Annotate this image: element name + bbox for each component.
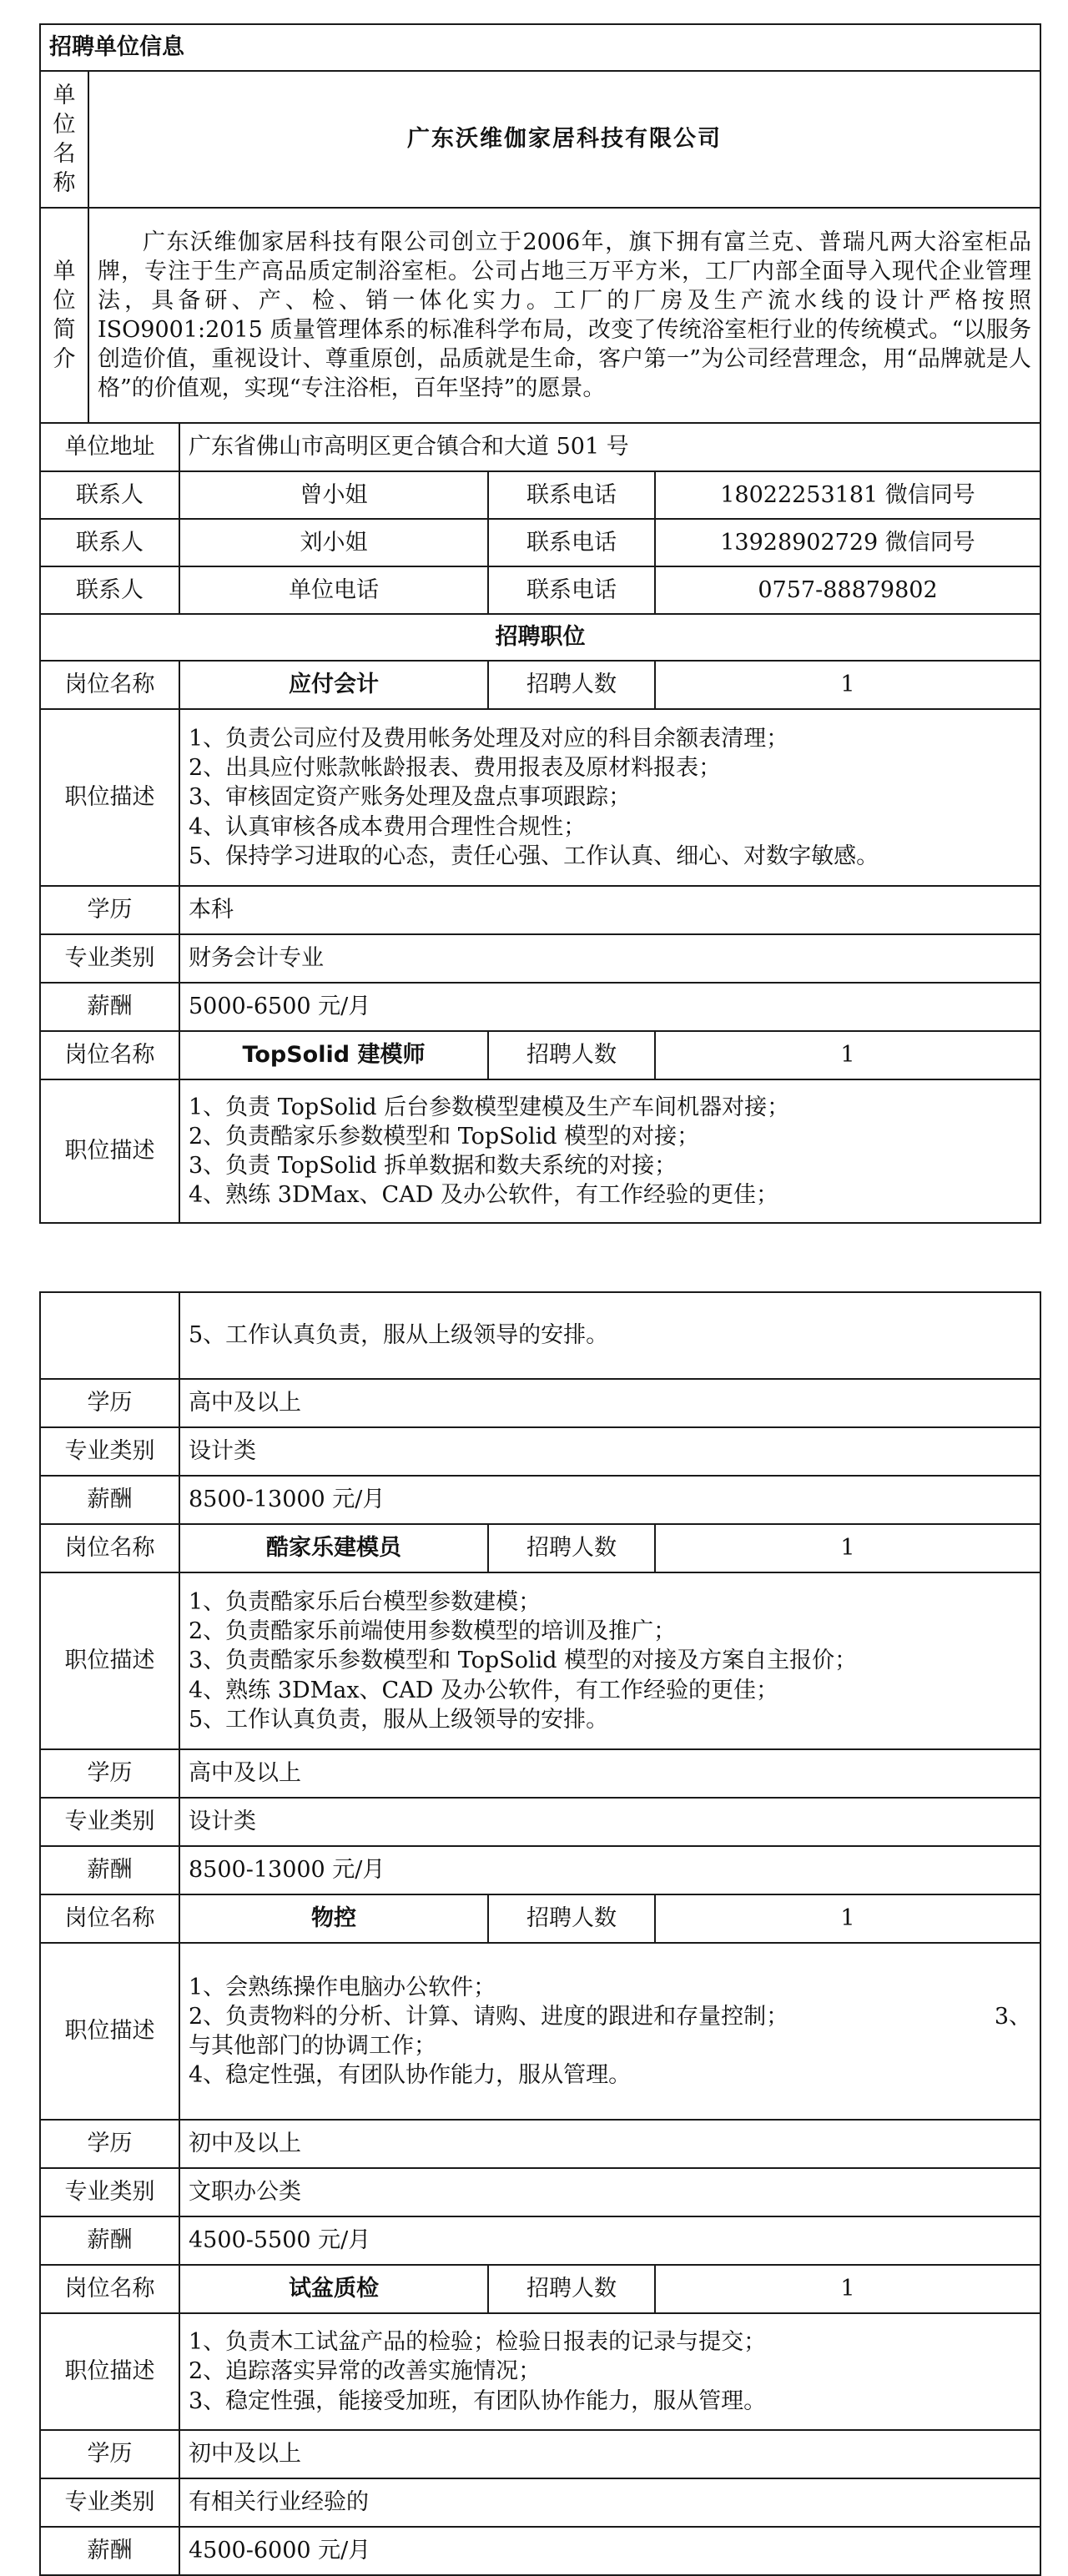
duties-list	[179, 1572, 1040, 1749]
major-value: 财务会计专业	[179, 934, 1040, 983]
position-title: TopSolid 建模师	[179, 1031, 488, 1079]
major-value: 有相关行业经验的	[179, 2478, 1040, 2527]
duties-list	[179, 2313, 1040, 2430]
recruitment-table-part2	[39, 1291, 1041, 2576]
duty-item: 2、出具应付账款帐龄报表、费用报表及原材料报表；	[189, 755, 722, 782]
salary-value: 4500-6000 元/月	[179, 2527, 1040, 2575]
education-label: 学历	[40, 1379, 179, 1427]
salary-label: 薪酬	[40, 2216, 179, 2265]
education-label: 学历	[40, 2430, 179, 2478]
company-name: 广东沃维伽家居科技有限公司	[88, 71, 1040, 208]
duty-item: 1、负责公司应付及费用帐务处理及对应的科目余额表清理；	[189, 726, 789, 752]
duty-item: 3、审核固定资产账务处理及盘点事项跟踪；	[189, 784, 632, 811]
salary-value: 8500-13000 元/月	[179, 1476, 1040, 1524]
contact-name: 曾小姐	[179, 471, 488, 519]
headcount-value: 1	[655, 1894, 1040, 1943]
major-label: 专业类别	[40, 1427, 179, 1476]
duties-list	[179, 1943, 1040, 2120]
contact-label: 联系人	[40, 519, 179, 566]
phone-value: 18022253181 微信同号	[655, 471, 1040, 519]
duty-item: 2、负责酷家乐前端使用参数模型的培训及推广；	[189, 1618, 677, 1645]
position-name-label: 岗位名称	[40, 661, 179, 709]
contact-row	[40, 566, 1040, 614]
position-header-row	[40, 1894, 1040, 1943]
education-label: 学历	[40, 886, 179, 934]
position-header-row	[40, 2265, 1040, 2313]
education-label: 学历	[40, 2120, 179, 2168]
education-value: 高中及以上	[179, 1379, 1040, 1427]
company-intro: 广东沃维伽家居科技有限公司创立于2006年，旗下拥有富兰克、普瑞凡两大浴室柜品牌，专注于生产高品质定制浴室柜。公司占地三万平方米，工厂内部全面导入现代企业管理法，具备研、产、检、销一体化实力。工厂的厂房及生产流水线的设计严格按照 ISO9001:2015 质量管理体系的标准科学布局，改变了传统浴室柜行业的传统模式。“以服务创造价值，重视设计、尊重原创，品质就是生命，客户第一”为公司经营理念，用“品牌就是人格”的价值观，实现“专注浴柜，百年坚持”的愿景。	[88, 208, 1040, 423]
contact-label: 联系人	[40, 566, 179, 614]
position-header-row	[40, 1524, 1040, 1572]
duty-item: 4、认真审核各成本费用合理性合规性；	[189, 813, 587, 840]
headcount-value: 1	[655, 661, 1040, 709]
duties-list	[179, 709, 1040, 886]
duty-item: 1、负责 TopSolid 后台参数模型建模及生产车间机器对接；	[189, 1094, 790, 1120]
headcount-value: 1	[655, 2265, 1040, 2313]
address-label: 单位地址	[40, 423, 179, 471]
duties-label: 职位描述	[40, 2313, 179, 2430]
positions-title: 招聘职位	[40, 614, 1040, 661]
company-intro-label: 单 位 简 介	[40, 208, 88, 423]
duty-item: 5、工作认真负责，服从上级领导的安排。	[189, 1706, 609, 1733]
salary-label: 薪酬	[40, 1476, 179, 1524]
education-value: 本科	[179, 886, 1040, 934]
major-value: 文职办公类	[179, 2168, 1040, 2216]
position-name-label: 岗位名称	[40, 1524, 179, 1572]
contact-name: 单位电话	[179, 566, 488, 614]
major-value: 设计类	[179, 1798, 1040, 1846]
major-label: 专业类别	[40, 2478, 179, 2527]
duties-list	[179, 1079, 1040, 1223]
position-name-label: 岗位名称	[40, 1894, 179, 1943]
major-label: 专业类别	[40, 2168, 179, 2216]
phone-label: 联系电话	[488, 566, 655, 614]
headcount-label: 招聘人数	[488, 1031, 655, 1079]
duty-item: 4、熟练 3DMax、CAD 及办公软件，有工作经验的更佳；	[189, 1182, 778, 1209]
recruitment-table-part1	[39, 23, 1041, 1224]
position-title: 酷家乐建模员	[179, 1524, 488, 1572]
phone-value: 0757-88879802	[655, 566, 1040, 614]
salary-label: 薪酬	[40, 1846, 179, 1894]
salary-value: 8500-13000 元/月	[179, 1846, 1040, 1894]
duty-item: 1、负责酷家乐后台模型参数建模；	[189, 1589, 542, 1616]
major-value: 设计类	[179, 1427, 1040, 1476]
major-label: 专业类别	[40, 1798, 179, 1846]
address-value: 广东省佛山市高明区更合镇合和大道 501 号	[179, 423, 1040, 471]
duty-item: 1、会熟练操作电脑办公软件；	[189, 1974, 496, 2000]
section-title: 招聘单位信息	[40, 24, 1040, 71]
duty-item: 2、负责物料的分析、计算、请购、进度的跟进和存量控制；	[189, 2003, 789, 2030]
duty-item: 3、稳定性强，能接受加班，有团队协作能力，服从管理。	[189, 2387, 767, 2414]
salary-label: 薪酬	[40, 983, 179, 1031]
headcount-label: 招聘人数	[488, 661, 655, 709]
headcount-value: 1	[655, 1524, 1040, 1572]
duty-item: 2、负责酷家乐参数模型和 TopSolid 模型的对接；	[189, 1123, 700, 1150]
duty-item: 5、保持学习进取的心态，责任心强、工作认真、细心、对数字敏感。	[189, 843, 879, 869]
contact-name: 刘小姐	[179, 519, 488, 566]
duty-item: 3、负责酷家乐参数模型和 TopSolid 模型的对接及方案自主报价；	[189, 1648, 858, 1674]
position-header-row	[40, 661, 1040, 709]
headcount-label: 招聘人数	[488, 1524, 655, 1572]
company-name-label: 单 位 名 称	[40, 71, 88, 208]
duty-item: 4、稳定性强，有团队协作能力，服从管理。	[189, 2062, 632, 2089]
duties-label: 职位描述	[40, 1943, 179, 2120]
phone-label: 联系电话	[488, 519, 655, 566]
salary-value: 4500-5500 元/月	[179, 2216, 1040, 2265]
duty-item: 3、负责 TopSolid 拆单数据和数夫系统的对接；	[189, 1153, 678, 1179]
education-value: 高中及以上	[179, 1749, 1040, 1798]
duty-item-split	[189, 2002, 1031, 2031]
duty-item: 5、工作认真负责，服从上级领导的安排。	[189, 1322, 609, 1349]
duties-list-continued	[179, 1292, 1040, 1379]
duty-item: 4、熟练 3DMax、CAD 及办公软件，有工作经验的更佳；	[189, 1677, 778, 1703]
duty-item-number: 3、	[994, 2003, 1031, 2030]
duties-label: 职位描述	[40, 709, 179, 886]
position-title: 物控	[179, 1894, 488, 1943]
position-name-label: 岗位名称	[40, 2265, 179, 2313]
headcount-label: 招聘人数	[488, 1894, 655, 1943]
salary-label: 薪酬	[40, 2527, 179, 2575]
duties-label: 职位描述	[40, 1572, 179, 1749]
contact-row	[40, 471, 1040, 519]
contact-row	[40, 519, 1040, 566]
major-label: 专业类别	[40, 934, 179, 983]
duty-item: 与其他部门的协调工作；	[189, 2033, 436, 2059]
contact-label: 联系人	[40, 471, 179, 519]
headcount-value: 1	[655, 1031, 1040, 1079]
education-value: 初中及以上	[179, 2430, 1040, 2478]
duties-label: 职位描述	[40, 1079, 179, 1223]
duty-item: 2、追踪落实异常的改善实施情况；	[189, 2358, 542, 2385]
phone-value: 13928902729 微信同号	[655, 519, 1040, 566]
salary-value: 5000-6500 元/月	[179, 983, 1040, 1031]
education-label: 学历	[40, 1749, 179, 1798]
position-header-row	[40, 1031, 1040, 1079]
duties-continued-label	[40, 1292, 179, 1379]
headcount-label: 招聘人数	[488, 2265, 655, 2313]
phone-label: 联系电话	[488, 471, 655, 519]
duty-item: 1、负责木工试盆产品的检验；检验日报表的记录与提交；	[189, 2329, 767, 2356]
position-title: 应付会计	[179, 661, 488, 709]
position-title: 试盆质检	[179, 2265, 488, 2313]
education-value: 初中及以上	[179, 2120, 1040, 2168]
position-name-label: 岗位名称	[40, 1031, 179, 1079]
